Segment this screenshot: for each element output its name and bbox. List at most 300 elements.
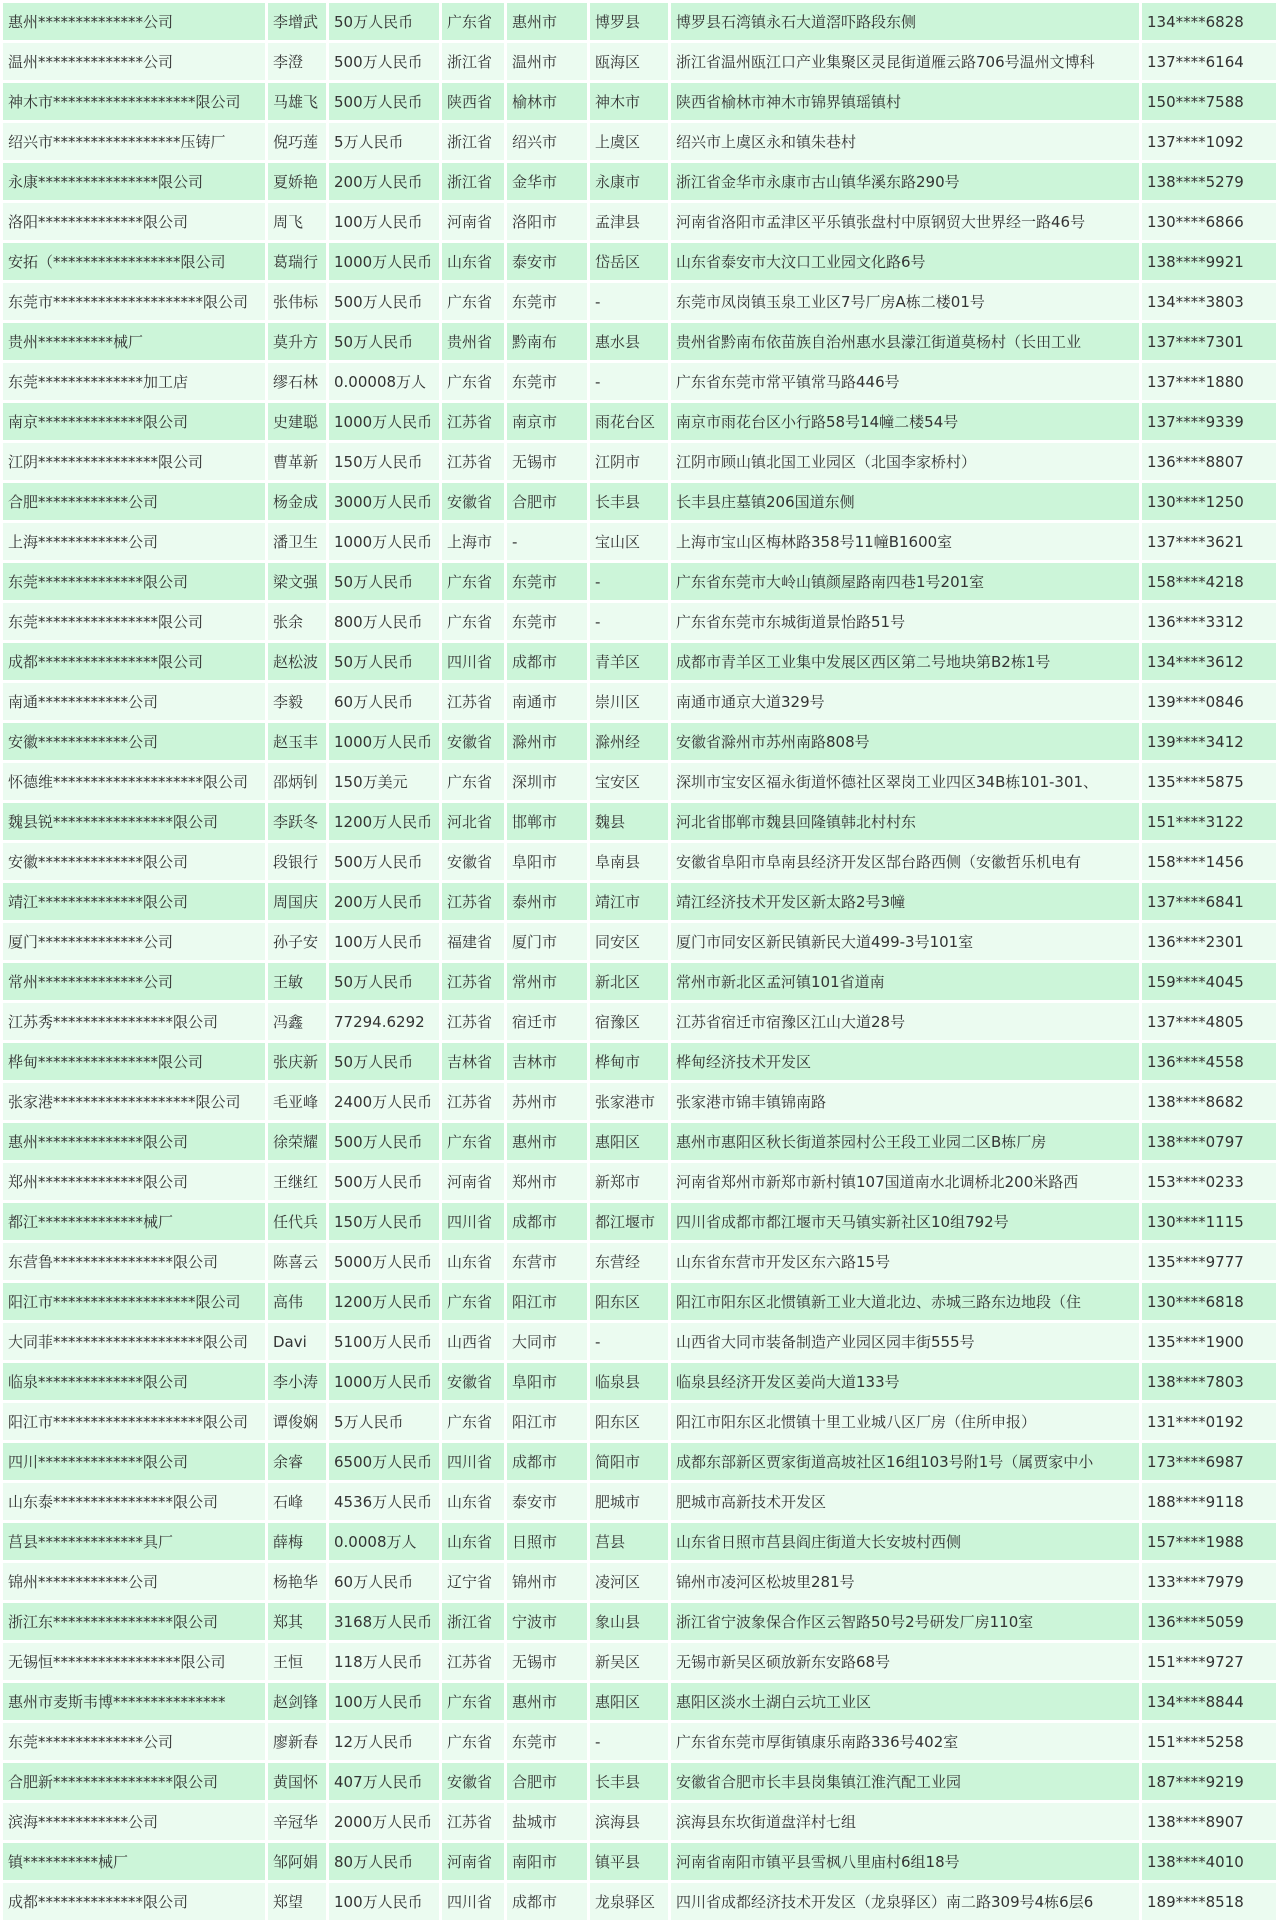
city-cell: 南通市 (507, 683, 587, 720)
city-cell: 深圳市 (507, 763, 587, 800)
address-cell: 四川省成都市都江堰市天马镇实新社区10组792号 (671, 1203, 1139, 1240)
phone-cell: 130****6818 (1142, 1283, 1276, 1320)
legal-rep-cell: 郑望 (268, 1883, 326, 1920)
address-cell: 绍兴市上虞区永和镇朱巷村 (671, 123, 1139, 160)
table-row (3, 1283, 1276, 1320)
registered-capital-cell: 6500万人民币 (329, 1443, 439, 1480)
district-cell: 东营经 (590, 1243, 668, 1280)
address-cell: 南京市雨花台区小行路58号14幢二楼54号 (671, 403, 1139, 440)
district-cell: 阳东区 (590, 1283, 668, 1320)
phone-cell: 138****9921 (1142, 243, 1276, 280)
phone-cell: 136****4558 (1142, 1043, 1276, 1080)
city-cell: 邯郸市 (507, 803, 587, 840)
table-row (3, 1683, 1276, 1720)
city-cell: 南阳市 (507, 1843, 587, 1880)
table-row (3, 1123, 1276, 1160)
registered-capital-cell: 500万人民币 (329, 43, 439, 80)
legal-rep-cell: 缪石林 (268, 363, 326, 400)
table-row (3, 1323, 1276, 1360)
province-cell: 四川省 (442, 1443, 504, 1480)
phone-cell: 153****0233 (1142, 1163, 1276, 1200)
legal-rep-cell: 张伟标 (268, 283, 326, 320)
district-cell: 惠水县 (590, 323, 668, 360)
table-row (3, 883, 1276, 920)
address-cell: 江阴市顾山镇北国工业园区（北国李家桥村） (671, 443, 1139, 480)
legal-rep-cell: 谭俊娴 (268, 1403, 326, 1440)
province-cell: 安徽省 (442, 1363, 504, 1400)
city-cell: 苏州市 (507, 1083, 587, 1120)
legal-rep-cell: 李小涛 (268, 1363, 326, 1400)
registered-capital-cell: 500万人民币 (329, 1123, 439, 1160)
province-cell: 江苏省 (442, 443, 504, 480)
address-cell: 桦甸经济技术开发区 (671, 1043, 1139, 1080)
province-cell: 山东省 (442, 243, 504, 280)
table-row (3, 1083, 1276, 1120)
table-row (3, 1403, 1276, 1440)
registered-capital-cell: 1000万人民币 (329, 723, 439, 760)
table-row (3, 1603, 1276, 1640)
registered-capital-cell: 50万人民币 (329, 643, 439, 680)
province-cell: 辽宁省 (442, 1563, 504, 1600)
legal-rep-cell: 马雄飞 (268, 83, 326, 120)
province-cell: 江苏省 (442, 1803, 504, 1840)
province-cell: 浙江省 (442, 1603, 504, 1640)
company-name-cell: 温州**************公司 (3, 43, 265, 80)
address-cell: 江苏省宿迁市宿豫区江山大道28号 (671, 1003, 1139, 1040)
table-row (3, 43, 1276, 80)
address-cell: 浙江省温州瓯江口产业集聚区灵昆街道雁云路706号温州文博科 (671, 43, 1139, 80)
address-cell: 常州市新北区孟河镇101省道南 (671, 963, 1139, 1000)
legal-rep-cell: 杨艳华 (268, 1563, 326, 1600)
district-cell: 龙泉驿区 (590, 1883, 668, 1920)
province-cell: 广东省 (442, 1403, 504, 1440)
company-name-cell: 镇**********械厂 (3, 1843, 265, 1880)
address-cell: 河南省洛阳市孟津区平乐镇张盘村中原钢贸大世界经一路46号 (671, 203, 1139, 240)
city-cell: 无锡市 (507, 443, 587, 480)
address-cell: 锦州市凌河区松坡里281号 (671, 1563, 1139, 1600)
company-name-cell: 张家港*******************限公司 (3, 1083, 265, 1120)
table-row (3, 83, 1276, 120)
phone-cell: 134****3612 (1142, 643, 1276, 680)
phone-cell: 138****8907 (1142, 1803, 1276, 1840)
district-cell: 简阳市 (590, 1443, 668, 1480)
address-cell: 东莞市凤岗镇玉泉工业区7号厂房A栋二楼01号 (671, 283, 1139, 320)
district-cell: 雨花台区 (590, 403, 668, 440)
table-row (3, 363, 1276, 400)
table-row (3, 3, 1276, 40)
city-cell: 无锡市 (507, 1643, 587, 1680)
address-cell: 惠阳区淡水土湖白云坑工业区 (671, 1683, 1139, 1720)
address-cell: 浙江省金华市永康市古山镇华溪东路290号 (671, 163, 1139, 200)
phone-cell: 137****7301 (1142, 323, 1276, 360)
district-cell: 江阴市 (590, 443, 668, 480)
province-cell: 河南省 (442, 1843, 504, 1880)
district-cell: 永康市 (590, 163, 668, 200)
phone-cell: 130****1250 (1142, 483, 1276, 520)
province-cell: 江苏省 (442, 1003, 504, 1040)
registered-capital-cell: 50万人民币 (329, 323, 439, 360)
province-cell: 广东省 (442, 363, 504, 400)
company-name-cell: 安拓（*****************限公司 (3, 243, 265, 280)
city-cell: - (507, 523, 587, 560)
phone-cell: 135****5875 (1142, 763, 1276, 800)
province-cell: 广东省 (442, 563, 504, 600)
city-cell: 滁州市 (507, 723, 587, 760)
city-cell: 惠州市 (507, 3, 587, 40)
registered-capital-cell: 5100万人民币 (329, 1323, 439, 1360)
province-cell: 四川省 (442, 1203, 504, 1240)
address-cell: 贵州省黔南布依苗族自治州惠水县濛江街道莫杨村（长田工业 (671, 323, 1139, 360)
legal-rep-cell: 辛冠华 (268, 1803, 326, 1840)
legal-rep-cell: 李澄 (268, 43, 326, 80)
legal-rep-cell: 张余 (268, 603, 326, 640)
legal-rep-cell: 杨金成 (268, 483, 326, 520)
table-row (3, 523, 1276, 560)
company-name-cell: 无锡恒*****************限公司 (3, 1643, 265, 1680)
province-cell: 广东省 (442, 603, 504, 640)
legal-rep-cell: 张庆新 (268, 1043, 326, 1080)
province-cell: 四川省 (442, 643, 504, 680)
city-cell: 榆林市 (507, 83, 587, 120)
registered-capital-cell: 5000万人民币 (329, 1243, 439, 1280)
table-row (3, 1763, 1276, 1800)
address-cell: 长丰县庄墓镇206国道东侧 (671, 483, 1139, 520)
district-cell: 长丰县 (590, 1763, 668, 1800)
company-name-cell: 魏县锐****************限公司 (3, 803, 265, 840)
company-name-cell: 东莞**************限公司 (3, 563, 265, 600)
registered-capital-cell: 0.00008万人 (329, 363, 439, 400)
province-cell: 河南省 (442, 203, 504, 240)
district-cell: 长丰县 (590, 483, 668, 520)
company-name-cell: 安徽**************限公司 (3, 843, 265, 880)
city-cell: 吉林市 (507, 1043, 587, 1080)
legal-rep-cell: 孙子安 (268, 923, 326, 960)
address-cell: 浙江省宁波象保合作区云智路50号2号研发厂房110室 (671, 1603, 1139, 1640)
table-row (3, 403, 1276, 440)
table-row (3, 963, 1276, 1000)
province-cell: 吉林省 (442, 1043, 504, 1080)
district-cell: 肥城市 (590, 1483, 668, 1520)
phone-cell: 131****0192 (1142, 1403, 1276, 1440)
company-name-cell: 南京**************限公司 (3, 403, 265, 440)
legal-rep-cell: 高伟 (268, 1283, 326, 1320)
legal-rep-cell: 薛梅 (268, 1523, 326, 1560)
city-cell: 日照市 (507, 1523, 587, 1560)
province-cell: 浙江省 (442, 163, 504, 200)
district-cell: 惠阳区 (590, 1123, 668, 1160)
district-cell: 博罗县 (590, 3, 668, 40)
legal-rep-cell: 段银行 (268, 843, 326, 880)
phone-cell: 137****3621 (1142, 523, 1276, 560)
phone-cell: 136****3312 (1142, 603, 1276, 640)
district-cell: 新郑市 (590, 1163, 668, 1200)
province-cell: 安徽省 (442, 723, 504, 760)
province-cell: 安徽省 (442, 483, 504, 520)
phone-cell: 158****1456 (1142, 843, 1276, 880)
phone-cell: 134****6828 (1142, 3, 1276, 40)
table-row (3, 1523, 1276, 1560)
table-row (3, 843, 1276, 880)
phone-cell: 133****7979 (1142, 1563, 1276, 1600)
table-row (3, 923, 1276, 960)
address-cell: 广东省东莞市常平镇常马路446号 (671, 363, 1139, 400)
phone-cell: 137****1880 (1142, 363, 1276, 400)
district-cell: 镇平县 (590, 1843, 668, 1880)
district-cell: 惠阳区 (590, 1683, 668, 1720)
district-cell: 新吴区 (590, 1643, 668, 1680)
company-name-cell: 合肥新****************限公司 (3, 1763, 265, 1800)
province-cell: 广东省 (442, 1683, 504, 1720)
legal-rep-cell: 倪巧莲 (268, 123, 326, 160)
district-cell: 瓯海区 (590, 43, 668, 80)
city-cell: 金华市 (507, 163, 587, 200)
phone-cell: 158****4218 (1142, 563, 1276, 600)
registered-capital-cell: 800万人民币 (329, 603, 439, 640)
province-cell: 江苏省 (442, 403, 504, 440)
legal-rep-cell: 邹阿娟 (268, 1843, 326, 1880)
address-cell: 四川省成都经济技术开发区（龙泉驿区）南二路309号4栋6层6 (671, 1883, 1139, 1920)
district-cell: 滁州经 (590, 723, 668, 760)
phone-cell: 137****9339 (1142, 403, 1276, 440)
phone-cell: 139****3412 (1142, 723, 1276, 760)
company-name-cell: 安徽************公司 (3, 723, 265, 760)
table-row (3, 1723, 1276, 1760)
address-cell: 广东省东莞市东城街道景怡路51号 (671, 603, 1139, 640)
legal-rep-cell: 葛瑞行 (268, 243, 326, 280)
legal-rep-cell: 廖新春 (268, 1723, 326, 1760)
registered-capital-cell: 150万人民币 (329, 1203, 439, 1240)
registered-capital-cell: 1000万人民币 (329, 403, 439, 440)
table-row (3, 643, 1276, 680)
phone-cell: 139****0846 (1142, 683, 1276, 720)
registered-capital-cell: 100万人民币 (329, 1883, 439, 1920)
legal-rep-cell: 冯鑫 (268, 1003, 326, 1040)
address-cell: 河南省南阳市镇平县雪枫八里庙村6组18号 (671, 1843, 1139, 1880)
address-cell: 博罗县石湾镇永石大道滘吓路段东侧 (671, 3, 1139, 40)
table-row (3, 1203, 1276, 1240)
registered-capital-cell: 77294.6292 (329, 1003, 439, 1040)
district-cell: 崇川区 (590, 683, 668, 720)
company-name-cell: 厦门**************公司 (3, 923, 265, 960)
registered-capital-cell: 150万人民币 (329, 443, 439, 480)
address-cell: 阳江市阳东区北惯镇十里工业城八区厂房（住所申报） (671, 1403, 1139, 1440)
registered-capital-cell: 1200万人民币 (329, 803, 439, 840)
district-cell: 靖江市 (590, 883, 668, 920)
address-cell: 厦门市同安区新民镇新民大道499-3号101室 (671, 923, 1139, 960)
city-cell: 东莞市 (507, 563, 587, 600)
registered-capital-cell: 4536万人民币 (329, 1483, 439, 1520)
address-cell: 肥城市高新技术开发区 (671, 1483, 1139, 1520)
city-cell: 阳江市 (507, 1283, 587, 1320)
phone-cell: 134****8844 (1142, 1683, 1276, 1720)
registered-capital-cell: 50万人民币 (329, 563, 439, 600)
registered-capital-cell: 2400万人民币 (329, 1083, 439, 1120)
city-cell: 合肥市 (507, 1763, 587, 1800)
registered-capital-cell: 0.0008万人 (329, 1523, 439, 1560)
legal-rep-cell: 邵炳钊 (268, 763, 326, 800)
company-name-cell: 阳江市*******************限公司 (3, 1283, 265, 1320)
legal-rep-cell: 周国庆 (268, 883, 326, 920)
table-row (3, 763, 1276, 800)
table-row (3, 483, 1276, 520)
city-cell: 阜阳市 (507, 1363, 587, 1400)
company-name-cell: 东莞**************公司 (3, 1723, 265, 1760)
phone-cell: 130****1115 (1142, 1203, 1276, 1240)
phone-cell: 151****5258 (1142, 1723, 1276, 1760)
registered-capital-cell: 80万人民币 (329, 1843, 439, 1880)
company-name-cell: 惠州市麦斯韦博*************** (3, 1683, 265, 1720)
city-cell: 成都市 (507, 1203, 587, 1240)
city-cell: 合肥市 (507, 483, 587, 520)
address-cell: 山东省东营市开发区东六路15号 (671, 1243, 1139, 1280)
table-row (3, 243, 1276, 280)
registered-capital-cell: 3168万人民币 (329, 1603, 439, 1640)
address-cell: 阳江市阳东区北惯镇新工业大道北边、赤城三路东边地段（住 (671, 1283, 1139, 1320)
city-cell: 惠州市 (507, 1683, 587, 1720)
district-cell: - (590, 1723, 668, 1760)
phone-cell: 134****3803 (1142, 283, 1276, 320)
address-cell: 广东省东莞市大岭山镇颜屋路南四巷1号201室 (671, 563, 1139, 600)
district-cell: 孟津县 (590, 203, 668, 240)
legal-rep-cell: Davi (268, 1323, 326, 1360)
company-name-cell: 东莞市********************限公司 (3, 283, 265, 320)
registered-capital-cell: 500万人民币 (329, 83, 439, 120)
address-cell: 安徽省阜阳市阜南县经济开发区郜台路西侧（安徽哲乐机电有 (671, 843, 1139, 880)
address-cell: 临泉县经济开发区姜尚大道133号 (671, 1363, 1139, 1400)
company-name-cell: 江阴****************限公司 (3, 443, 265, 480)
legal-rep-cell: 黄国怀 (268, 1763, 326, 1800)
province-cell: 山西省 (442, 1323, 504, 1360)
city-cell: 宿迁市 (507, 1003, 587, 1040)
address-cell: 南通市通京大道329号 (671, 683, 1139, 720)
table-row (3, 443, 1276, 480)
registered-capital-cell: 200万人民币 (329, 163, 439, 200)
table-row (3, 283, 1276, 320)
legal-rep-cell: 夏娇艳 (268, 163, 326, 200)
address-cell: 河北省邯郸市魏县回隆镇韩北村村东 (671, 803, 1139, 840)
address-cell: 成都东部新区贾家街道高坡社区16组103号附1号（属贾家中小 (671, 1443, 1139, 1480)
address-cell: 山西省大同市装备制造产业园区园丰街555号 (671, 1323, 1139, 1360)
province-cell: 广东省 (442, 3, 504, 40)
province-cell: 江苏省 (442, 963, 504, 1000)
company-name-cell: 桦甸****************限公司 (3, 1043, 265, 1080)
address-cell: 张家港市锦丰镇锦南路 (671, 1083, 1139, 1120)
table-row (3, 1643, 1276, 1680)
legal-rep-cell: 毛亚峰 (268, 1083, 326, 1120)
legal-rep-cell: 石峰 (268, 1483, 326, 1520)
registered-capital-cell: 100万人民币 (329, 923, 439, 960)
phone-cell: 137****4805 (1142, 1003, 1276, 1040)
phone-cell: 188****9118 (1142, 1483, 1276, 1520)
city-cell: 泰州市 (507, 883, 587, 920)
table-row (3, 1163, 1276, 1200)
company-name-cell: 常州**************公司 (3, 963, 265, 1000)
district-cell: - (590, 603, 668, 640)
address-cell: 滨海县东坎街道盘洋村七组 (671, 1803, 1139, 1840)
address-cell: 山东省泰安市大汶口工业园文化路6号 (671, 243, 1139, 280)
city-cell: 阳江市 (507, 1403, 587, 1440)
registered-capital-cell: 5万人民币 (329, 123, 439, 160)
company-name-cell: 惠州**************限公司 (3, 1123, 265, 1160)
registered-capital-cell: 500万人民币 (329, 283, 439, 320)
company-name-cell: 临泉**************限公司 (3, 1363, 265, 1400)
registered-capital-cell: 50万人民币 (329, 963, 439, 1000)
address-cell: 靖江经济技术开发区新太路2号3幢 (671, 883, 1139, 920)
city-cell: 盐城市 (507, 1803, 587, 1840)
province-cell: 广东省 (442, 283, 504, 320)
table-row (3, 1003, 1276, 1040)
district-cell: 象山县 (590, 1603, 668, 1640)
address-cell: 安徽省滁州市苏州南路808号 (671, 723, 1139, 760)
phone-cell: 157****1988 (1142, 1523, 1276, 1560)
registered-capital-cell: 2000万人民币 (329, 1803, 439, 1840)
province-cell: 山东省 (442, 1243, 504, 1280)
registered-capital-cell: 50万人民币 (329, 1043, 439, 1080)
company-name-cell: 锦州************公司 (3, 1563, 265, 1600)
phone-cell: 187****9219 (1142, 1763, 1276, 1800)
address-cell: 上海市宝山区梅林路358号11幢B1600室 (671, 523, 1139, 560)
company-name-cell: 绍兴市*****************压铸厂 (3, 123, 265, 160)
address-cell: 山东省日照市莒县阎庄街道大长安坡村西侧 (671, 1523, 1139, 1560)
city-cell: 东莞市 (507, 1723, 587, 1760)
company-name-cell: 阳江市********************限公司 (3, 1403, 265, 1440)
company-name-cell: 贵州**********械厂 (3, 323, 265, 360)
table-row (3, 1443, 1276, 1480)
table-row (3, 683, 1276, 720)
registered-capital-cell: 100万人民币 (329, 203, 439, 240)
province-cell: 上海市 (442, 523, 504, 560)
phone-cell: 173****6987 (1142, 1443, 1276, 1480)
phone-cell: 135****9777 (1142, 1243, 1276, 1280)
registered-capital-cell: 1000万人民币 (329, 523, 439, 560)
phone-cell: 138****4010 (1142, 1843, 1276, 1880)
phone-cell: 159****4045 (1142, 963, 1276, 1000)
company-name-cell: 成都****************限公司 (3, 643, 265, 680)
registered-capital-cell: 500万人民币 (329, 843, 439, 880)
legal-rep-cell: 潘卫生 (268, 523, 326, 560)
province-cell: 广东省 (442, 1123, 504, 1160)
province-cell: 贵州省 (442, 323, 504, 360)
phone-cell: 137****1092 (1142, 123, 1276, 160)
district-cell: 宿豫区 (590, 1003, 668, 1040)
province-cell: 广东省 (442, 1723, 504, 1760)
legal-rep-cell: 任代兵 (268, 1203, 326, 1240)
company-name-cell: 永康****************限公司 (3, 163, 265, 200)
registered-capital-cell: 12万人民币 (329, 1723, 439, 1760)
phone-cell: 138****7803 (1142, 1363, 1276, 1400)
company-name-cell: 神木市*******************限公司 (3, 83, 265, 120)
city-cell: 成都市 (507, 643, 587, 680)
city-cell: 黔南布 (507, 323, 587, 360)
phone-cell: 150****7588 (1142, 83, 1276, 120)
legal-rep-cell: 周飞 (268, 203, 326, 240)
phone-cell: 137****6164 (1142, 43, 1276, 80)
company-name-cell: 莒县**************具厂 (3, 1523, 265, 1560)
city-cell: 郑州市 (507, 1163, 587, 1200)
city-cell: 温州市 (507, 43, 587, 80)
legal-rep-cell: 余睿 (268, 1443, 326, 1480)
company-name-cell: 浙江东****************限公司 (3, 1603, 265, 1640)
province-cell: 山东省 (442, 1523, 504, 1560)
district-cell: 滨海县 (590, 1803, 668, 1840)
phone-cell: 137****6841 (1142, 883, 1276, 920)
district-cell: - (590, 283, 668, 320)
company-name-cell: 上海************公司 (3, 523, 265, 560)
registered-capital-cell: 60万人民币 (329, 1563, 439, 1600)
registered-capital-cell: 5万人民币 (329, 1403, 439, 1440)
province-cell: 江苏省 (442, 883, 504, 920)
address-cell: 陕西省榆林市神木市锦界镇瑶镇村 (671, 83, 1139, 120)
